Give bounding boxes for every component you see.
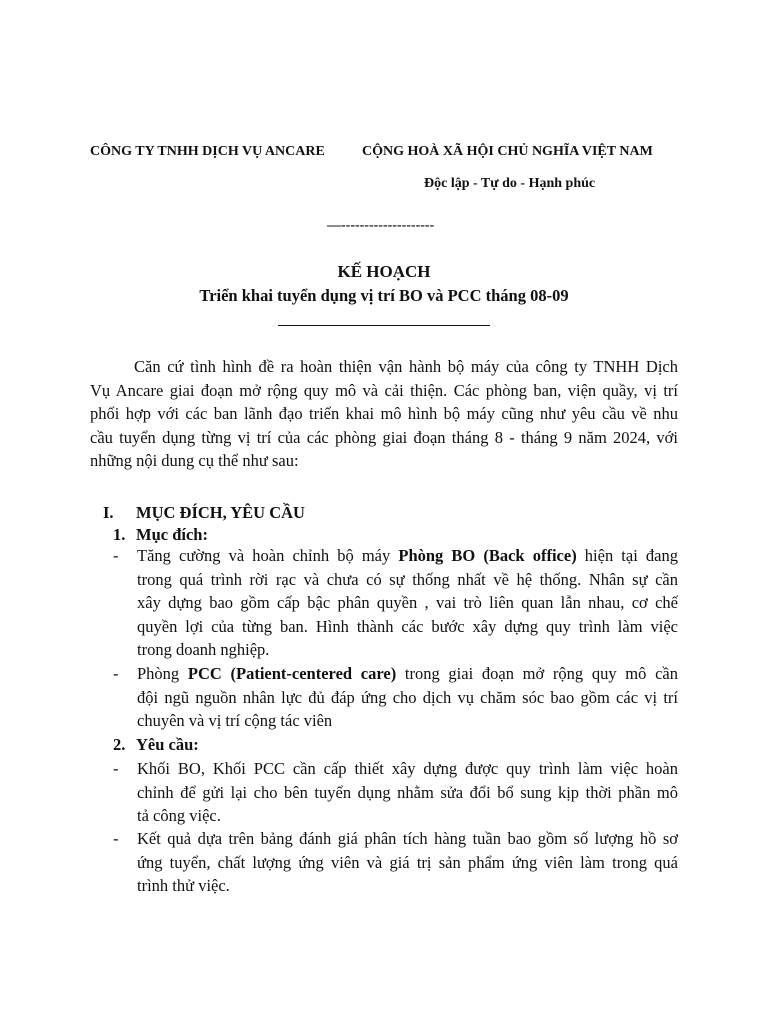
intro-line: Căn cứ tình hình đề ra hoàn thiện vận hành bộ máy của công ty TNHH Dịch [134, 357, 678, 376]
bullet-first-line [137, 662, 678, 686]
bullet-dash: - [113, 759, 119, 778]
section-title: MỤC ĐÍCH, YÊU CẦU [136, 503, 305, 522]
bullet-text [137, 662, 678, 733]
document-title: KẾ HOẠCH [337, 262, 431, 281]
bullet-line: trình thử việc. [137, 876, 230, 895]
bullet-text-run: Tăng cường và hoàn chỉnh bộ máy [137, 546, 399, 565]
bullet-line: quyền lợi của từng ban. Hình thành các bước xây dựng quy trình làm việc [137, 616, 678, 636]
bullet-line: ứng tuyển, chất lượng ứng viên và giá trị sản phẩm ứng viên làm trong quá [137, 852, 678, 872]
bullet-bold-run: PCC (Patient-centered care) [187, 664, 397, 683]
bullet-line: chỉnh để gửi lại cho bên tuyển dụng nhằm sửa đổi bổ sung kịp thời phần mô [137, 782, 678, 802]
bullet-line: tả công việc. [137, 806, 221, 825]
intro-line: cầu tuyển dụng từng vị trí của các phòng giai đoạn tháng 8 - tháng 9 năm 2024, với [90, 427, 678, 447]
national-title: CỘNG HOÀ XÃ HỘI CHỦ NGHĨA VIỆT NAM [362, 144, 653, 159]
bullet-line: trong quá trình rời rạc và chưa có sự thống nhất về hệ thống. Nhân sự cần [137, 569, 678, 589]
bullet-line: chuyên và vị trí cộng tác viên [137, 711, 333, 730]
intro-line: những nội dung cụ thể như sau: [90, 451, 299, 470]
intro-line: phối hợp với các ban lãnh đạo triển khai mô hình bộ máy cũng như yêu cầu về nhu [90, 404, 678, 423]
document-subtitle: Triển khai tuyển dụng vị trí BO và PCC tháng 08-09 [199, 286, 569, 305]
bullet-text [137, 757, 678, 828]
title-underline [278, 325, 490, 326]
bullet-text [137, 544, 678, 662]
intro-line: Vụ Ancare giai đoạn mở rộng quy mô và cải thiện. Các phòng ban, viện quầy, vị trí [90, 380, 678, 400]
section-number: I. [103, 503, 114, 522]
intro-paragraph [90, 355, 678, 473]
company-name: CÔNG TY TNHH DỊCH VỤ ANCARE [90, 144, 325, 159]
bullet-text-run: trong giai đoạn mở rộng quy mô cần [396, 664, 678, 683]
bullet-dash: - [113, 546, 119, 565]
bullet-text-run: Phòng [137, 664, 188, 683]
subsection-title-purpose: Mục đích: [136, 525, 208, 544]
bullet-bold-run: Phòng BO (Back office) [398, 546, 577, 565]
header-divider: —-------------------- [327, 218, 435, 233]
bullet-text-run: hiện tại đang [576, 546, 678, 565]
bullet-line: Kết quả dựa trên bảng đánh giá phân tích hàng tuần bao gồm số lượng hồ sơ [137, 829, 678, 848]
bullet-line: đội ngũ nguồn nhân lực đủ đáp ứng cho dịch vụ chăm sóc bao gồm các vị trí [137, 687, 678, 707]
bullet-line: trong doanh nghiệp. [137, 640, 270, 659]
bullet-text [137, 827, 678, 898]
bullet-dash: - [113, 664, 119, 683]
subsection-title-requirements: Yêu cầu: [136, 735, 199, 754]
subsection-number: 1. [113, 525, 126, 544]
bullet-line: xây dựng bao gồm cấp bậc phân quyền , vai trò liên quan lẫn nhau, cơ chế [137, 593, 678, 612]
national-motto: Độc lập - Tự do - Hạnh phúc [424, 176, 596, 191]
bullet-dash: - [113, 829, 119, 848]
bullet-first-line [137, 544, 678, 568]
subsection-number: 2. [113, 735, 126, 754]
bullet-line: Khối BO, Khối PCC cần cấp thiết xây dựng được quy trình làm việc hoàn [137, 759, 678, 778]
